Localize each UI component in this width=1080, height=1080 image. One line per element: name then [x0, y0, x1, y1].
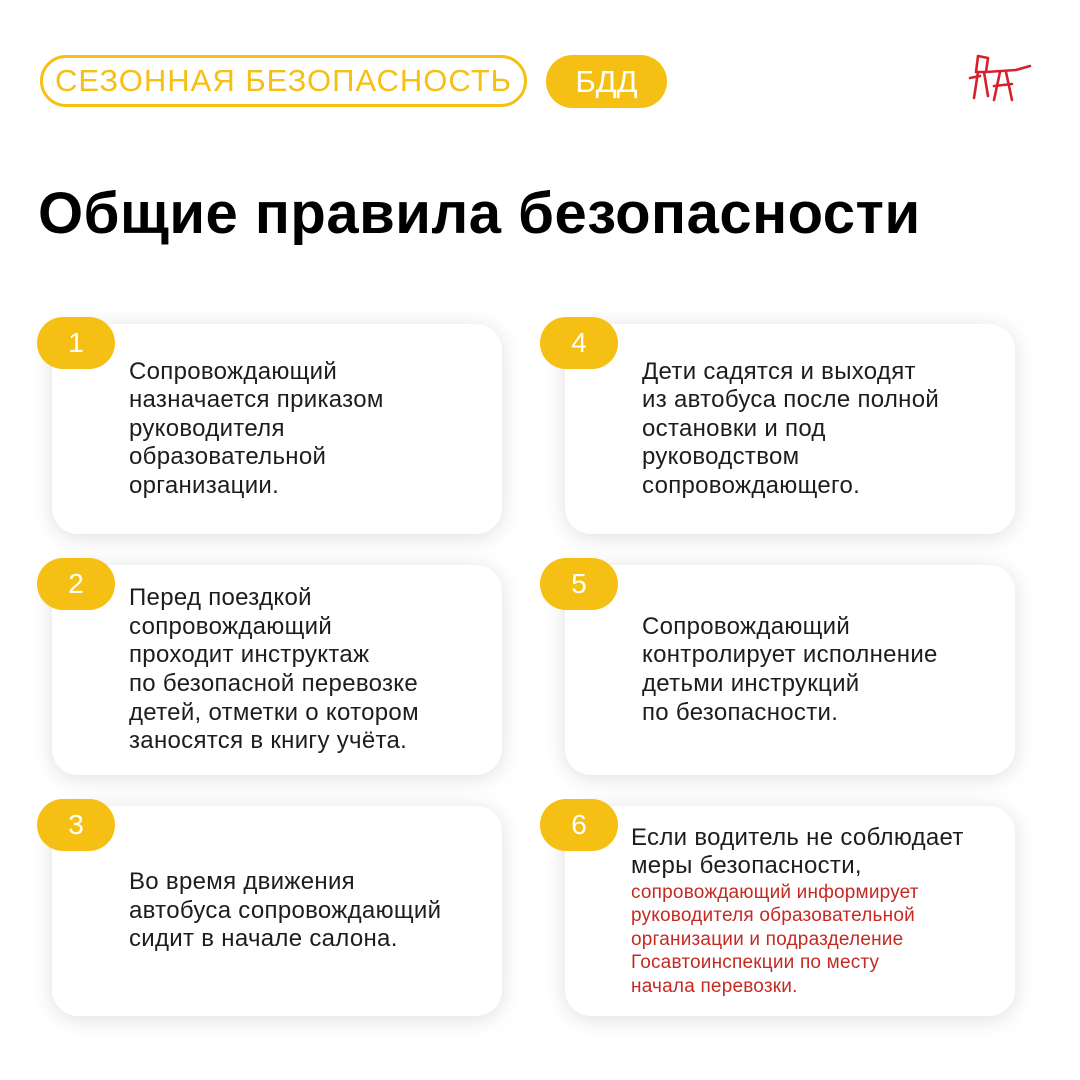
- rule-line: руководством: [642, 443, 800, 471]
- tag-bdd: БДД: [546, 55, 667, 108]
- rule-line: Если водитель не соблюдает: [631, 823, 964, 851]
- rule-number-badge-4: 4: [540, 317, 618, 369]
- rule-line: контролирует исполнение: [642, 641, 938, 669]
- rule-number-badge-6: 6: [540, 799, 618, 851]
- rule-line: организации.: [129, 471, 280, 499]
- rule-highlight-line: Госавтоинспекции по месту: [631, 952, 880, 974]
- rule-line: из автобуса после полной: [642, 386, 940, 414]
- rule-line: автобуса сопровождающий: [129, 896, 442, 924]
- rule-highlight-line: руководителя образовательной: [631, 905, 915, 927]
- rule-card-3: [52, 806, 502, 1016]
- tag-seasonal-safety: СЕЗОННАЯ БЕЗОПАСНОСТЬ: [40, 55, 527, 107]
- rule-line: детьми инструкций: [642, 670, 860, 697]
- rule-line: образовательной: [129, 443, 327, 471]
- rule-card-6: [565, 806, 1015, 1016]
- rule-card-2: [52, 565, 502, 775]
- rule-card-text: [129, 565, 486, 775]
- rule-line: детей, отметки о котором: [129, 698, 419, 726]
- rule-card-text: [631, 806, 1005, 1016]
- page-title: Общие правила безопасности: [38, 181, 921, 246]
- rule-line: Сопровождающий: [642, 612, 851, 640]
- rule-number-badge-3: 3: [37, 799, 115, 851]
- rule-line: сидит в начале салона.: [129, 925, 398, 953]
- rule-highlight-line: организации и подразделение: [631, 928, 904, 950]
- rule-line: проходит инструктаж: [129, 641, 370, 669]
- rule-line: меры безопасности,: [631, 852, 862, 880]
- rule-line: Дети садятся и выходят: [642, 357, 916, 385]
- rule-card-1: [52, 324, 502, 534]
- rule-line: сопровождающего.: [642, 471, 861, 499]
- red-horse-logo-icon: [966, 50, 1032, 106]
- rule-number-badge-5: 5: [540, 558, 618, 610]
- rule-card-text: [642, 565, 999, 775]
- rule-card-5: [565, 565, 1015, 775]
- rule-line: по безопасности.: [642, 698, 839, 726]
- rule-number-badge-1: 1: [37, 317, 115, 369]
- rule-number-badge-2: 2: [37, 558, 115, 610]
- rule-highlight-line: сопровождающий информирует: [631, 882, 919, 904]
- rule-line: руководителя: [129, 414, 285, 442]
- rule-line: остановки и под: [642, 414, 826, 442]
- rule-card-text: [129, 324, 486, 534]
- rule-line: назначается приказом: [129, 386, 384, 414]
- rule-line: Сопровождающий: [129, 357, 338, 385]
- rule-line: по безопасной перевозке: [129, 670, 419, 697]
- rule-line: Перед поездкой: [129, 584, 312, 612]
- rule-card-text: [129, 806, 486, 1016]
- rule-line: сопровождающий: [129, 612, 333, 640]
- rule-card-4: [565, 324, 1015, 534]
- rule-highlight-line: начала перевозки.: [631, 975, 798, 997]
- rule-line: заносятся в книгу учёта.: [129, 727, 408, 755]
- rule-line: Во время движения: [129, 868, 355, 896]
- rule-card-text: [642, 324, 999, 534]
